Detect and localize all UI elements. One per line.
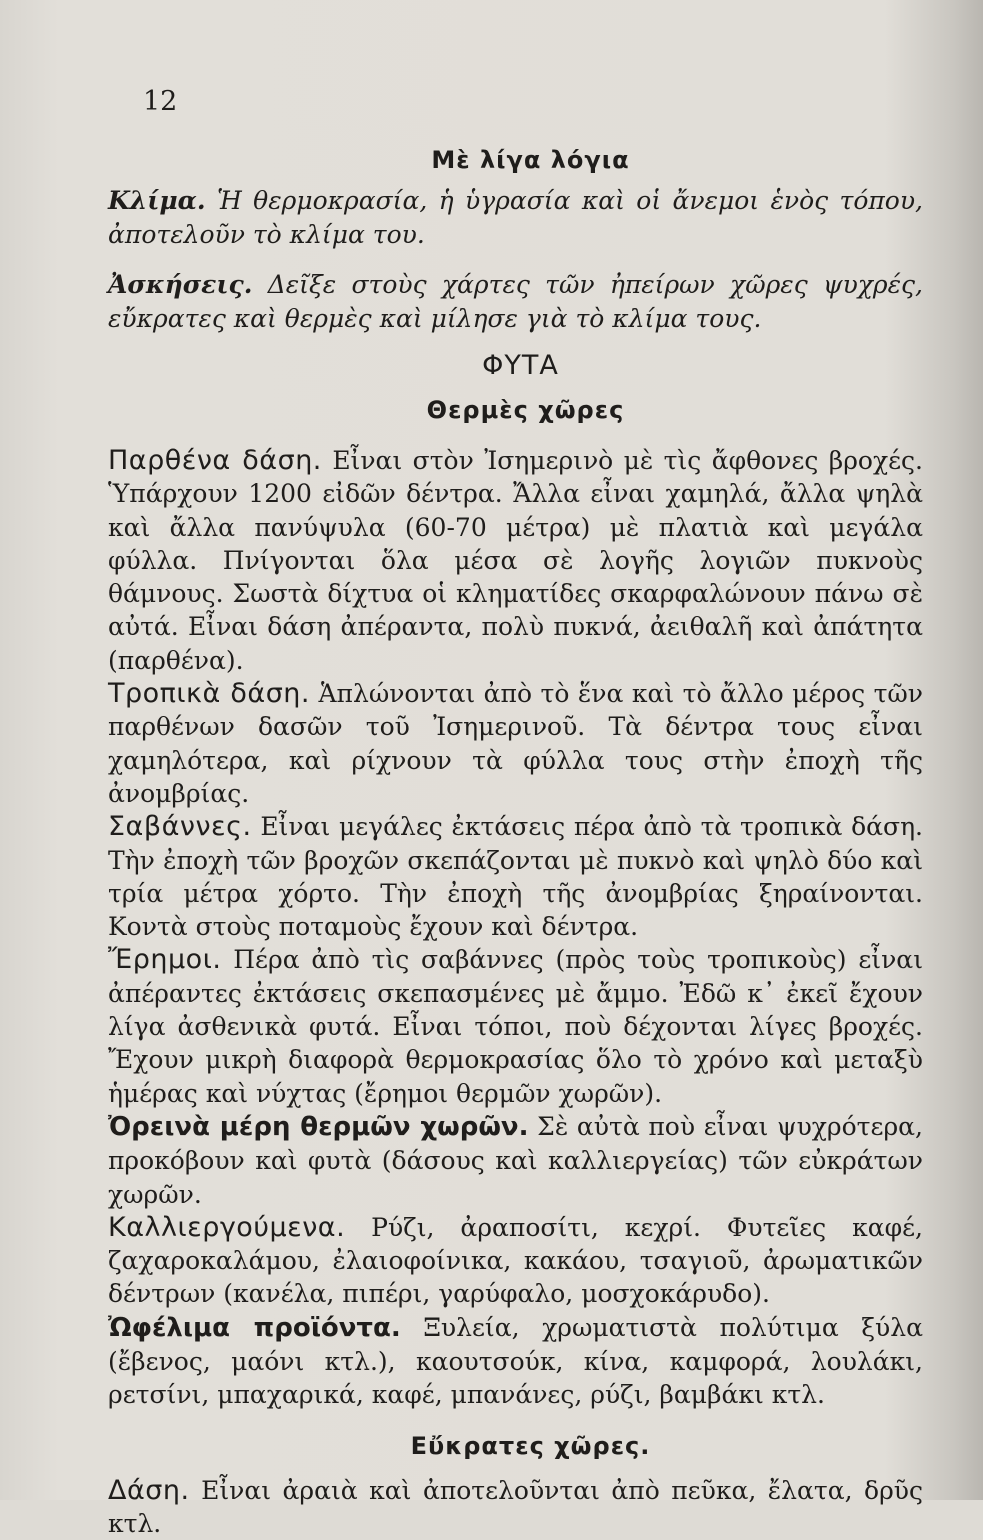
entry-text: Ξυλεία, χρωματιστὰ πολύτιμα ξύλα (ἔβενος, μαόνι κτλ.), καουτσούκ, κίνα, καμφορά, λουλάκι, ρετσίνι, μπαχαρικά, καφέ, μπανάνες, ρύζι, βαμβάκι κτλ. xyxy=(108,1312,923,1410)
summary-klima xyxy=(108,184,923,252)
entry-text: Εἶναι μεγάλες ἐκτάσεις πέρα ἀπὸ τὰ τροπικὰ δάση. Τὴν ἐποχὴ τῶν βροχῶν σκεπάζονται μὲ πυκνὸ καὶ ψηλὸ δύο καὶ τρία μέτρα χόρτο. Τὴν ἐποχὴ τῆς ἀνομβρίας ξηραίνονται. Κοντὰ στοὺς ποταμοὺς ἔχουν καὶ δέντρα. xyxy=(108,812,923,942)
entry-text: Εἶναι στὸν Ἰσημερινὸ μὲ τὶς ἄφθονες βροχές. Ὑπάρχουν 1200 εἰδῶν δέντρα. Ἄλλα εἶναι χαμηλά, ἄλλα ψηλὰ καὶ ἄλλα πανύψυλα (60-70 μέτρα) μὲ πλατιὰ καὶ μεγάλα φύλλα. Πνίγονται ὅλα μέσα σὲ λογῆς λογιῶν πυκνοὺς θάμνους. Σωστὰ δίχτυα οἱ κληματίδες σκαρφαλώνουν πάνω σὲ αὐτά. Εἶναι δάση ἀπέραντα, πολὺ πυκνά, ἀειθαλῆ καὶ ἀπάτητα (παρθένα). xyxy=(108,446,923,675)
entry-term: Ὠφέλιμα προϊόντα. xyxy=(108,1312,401,1343)
entry-term: Καλλιεργούμενα. xyxy=(108,1211,346,1243)
entry-tropical-forests xyxy=(108,677,923,810)
entry-term: Δάση. xyxy=(108,1474,190,1506)
entry-term: Ὀρεινὰ μέρη θερμῶν χωρῶν. xyxy=(108,1111,529,1142)
entry-text: Ρύζι, ἀραποσίτι, κεχρί. Φυτεῖες καφέ, ζαχαροκαλάμου, ἐλαιοφοίνικα, κακάου, τσαγιοῦ, ἀρωματικῶν δέντρων (κανέλα, πιπέρι, γαρύφαλο, μοσχοκάρυδο). xyxy=(108,1212,924,1309)
entry-useful-products xyxy=(108,1311,923,1412)
section-title: ΦΥΤΑ xyxy=(482,350,559,381)
entry-term: Παρθένα δάση. xyxy=(108,445,322,476)
summary-exercises xyxy=(108,268,923,336)
exercises-text: Δεῖξε στοὺς χάρτες τῶν ἠπείρων χῶρες ψυχρές, εὔκρατες καὶ θερμὲς καὶ μίλησε γιὰ τὸ κλίμα τους. xyxy=(108,270,923,333)
entry-text: Πέρα ἀπὸ τὶς σαβάννες (πρὸς τοὺς τροπικοὺς) εἶναι ἀπέραντες ἐκτάσεις σκεπασμένες μὲ ἄμμο. Ἐδῶ κ᾿ ἐκεῖ ἔχουν λίγα ἀσθενικὰ φυτά. Εἶναι τόποι, ποὺ δέχονται λίγες βροχές. Ἔχουν μικρὴ διαφορὰ θερμοκρασίας ὅλο τὸ χρόνο καὶ μεταξὺ ἡμέρας καὶ νύχτας (ἔρημοι θερμῶν χωρῶν). xyxy=(108,945,923,1108)
entry-text: Σὲ αὐτὰ ποὺ εἶναι ψυχρότερα, προκόβουν καὶ φυτὰ (δάσους καὶ καλλιεργείας) τῶν εὐκράτων χωρῶν. xyxy=(108,1111,923,1209)
entry-deserts xyxy=(108,943,923,1109)
page-content xyxy=(108,140,923,1540)
entry-cultivated xyxy=(108,1211,923,1311)
klima-term: Κλίμα. xyxy=(108,186,206,215)
klima-text: Ἡ θερμοκρασία, ἡ ὑγρασία καὶ οἱ ἄνεμοι ἑνὸς τόπου, ἀποτελοῦν τὸ κλίμα του. xyxy=(108,186,923,249)
entry-savannas xyxy=(108,810,923,943)
entry-term: Τροπικὰ δάση. xyxy=(108,678,310,710)
entry-text: Εἶναι ἀραιὰ καὶ ἀποτελοῦνται ἀπὸ πεῦκα, ἔλατα, δρῦς κτλ. xyxy=(108,1475,923,1538)
temperate-countries-heading: Εὔκρατες χῶρες. xyxy=(410,1431,651,1460)
entry-term: Ἔρημοι. xyxy=(108,944,222,976)
entry-virgin-forests xyxy=(108,444,923,677)
entry-temperate-forests xyxy=(108,1474,923,1540)
entry-term: Σαβάννες. xyxy=(108,811,252,843)
exercises-term: Ἀσκήσεις. xyxy=(108,270,253,299)
entry-mountain-areas xyxy=(108,1110,923,1211)
hot-countries-heading: Θερμὲς χῶρες xyxy=(426,396,625,424)
entry-text: Ἁπλώνονται ἀπὸ τὸ ἕνα καὶ τὸ ἄλλο μέρος τῶν παρθένων δασῶν τοῦ Ἰσημερινοῦ. Τὰ δέντρα τους εἶναι χαμηλότερα, καὶ ρίχνουν τὰ φύλλα τους στὴν ἐποχὴ τῆς ἀνομβρίας. xyxy=(108,679,923,808)
page-number: 12 xyxy=(143,86,178,117)
summary-heading: Μὲ λίγα λόγια xyxy=(431,146,630,174)
